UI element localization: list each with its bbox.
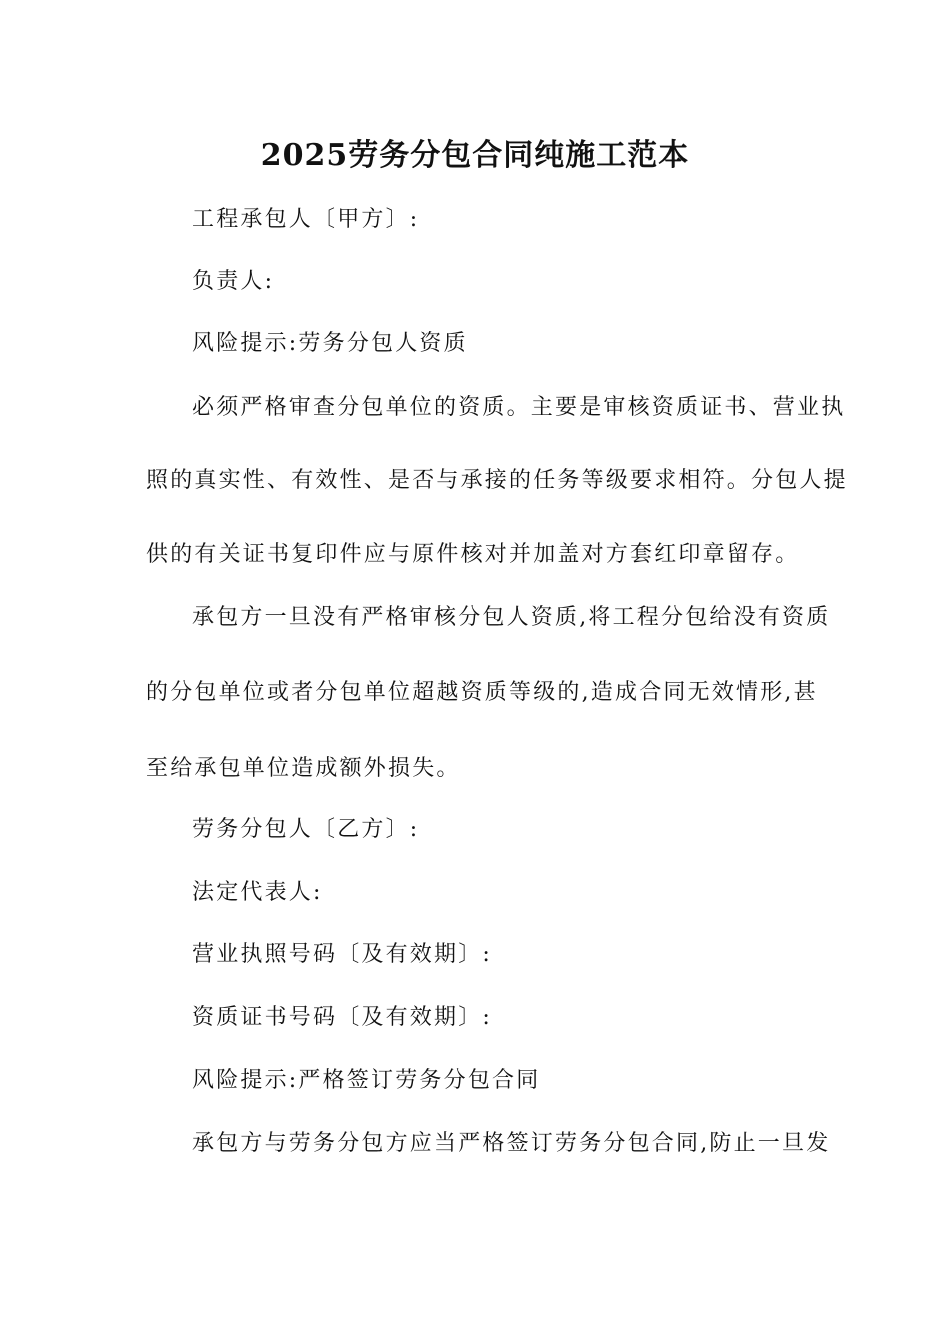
business-license-label: 营业执照号码〔及有效期〕: bbox=[192, 942, 493, 967]
party-a-label: 工程承包人〔甲方〕: bbox=[192, 207, 420, 232]
document-title: 2025劳务分包合同纯施工范本 bbox=[260, 138, 690, 173]
paragraph-line: 承包方与劳务分包方应当严格签订劳务分包合同,防止一旦发 bbox=[192, 1131, 831, 1156]
party-a-responsible-label: 负责人: bbox=[192, 269, 275, 294]
risk-note-heading-2: 风险提示:严格签订劳务分包合同 bbox=[192, 1068, 541, 1093]
qualification-certificate-label: 资质证书号码〔及有效期〕: bbox=[192, 1005, 493, 1030]
party-b-label: 劳务分包人〔乙方〕: bbox=[192, 817, 420, 842]
paragraph-line: 承包方一旦没有严格审核分包人资质,将工程分包给没有资质 bbox=[192, 605, 831, 630]
paragraph-line: 照的真实性、有效性、是否与承接的任务等级要求相符。分包人提 bbox=[146, 468, 848, 493]
paragraph-line: 必须严格审查分包单位的资质。主要是审核资质证书、营业执 bbox=[192, 395, 846, 420]
risk-note-heading-1: 风险提示:劳务分包人资质 bbox=[192, 331, 468, 356]
paragraph-line: 供的有关证书复印件应与原件核对并加盖对方套红印章留存。 bbox=[146, 542, 800, 567]
paragraph-line: 的分包单位或者分包单位超越资质等级的,造成合同无效情形,甚 bbox=[146, 680, 818, 705]
legal-representative-label: 法定代表人: bbox=[192, 880, 323, 905]
paragraph-line: 至给承包单位造成额外损失。 bbox=[146, 756, 461, 781]
